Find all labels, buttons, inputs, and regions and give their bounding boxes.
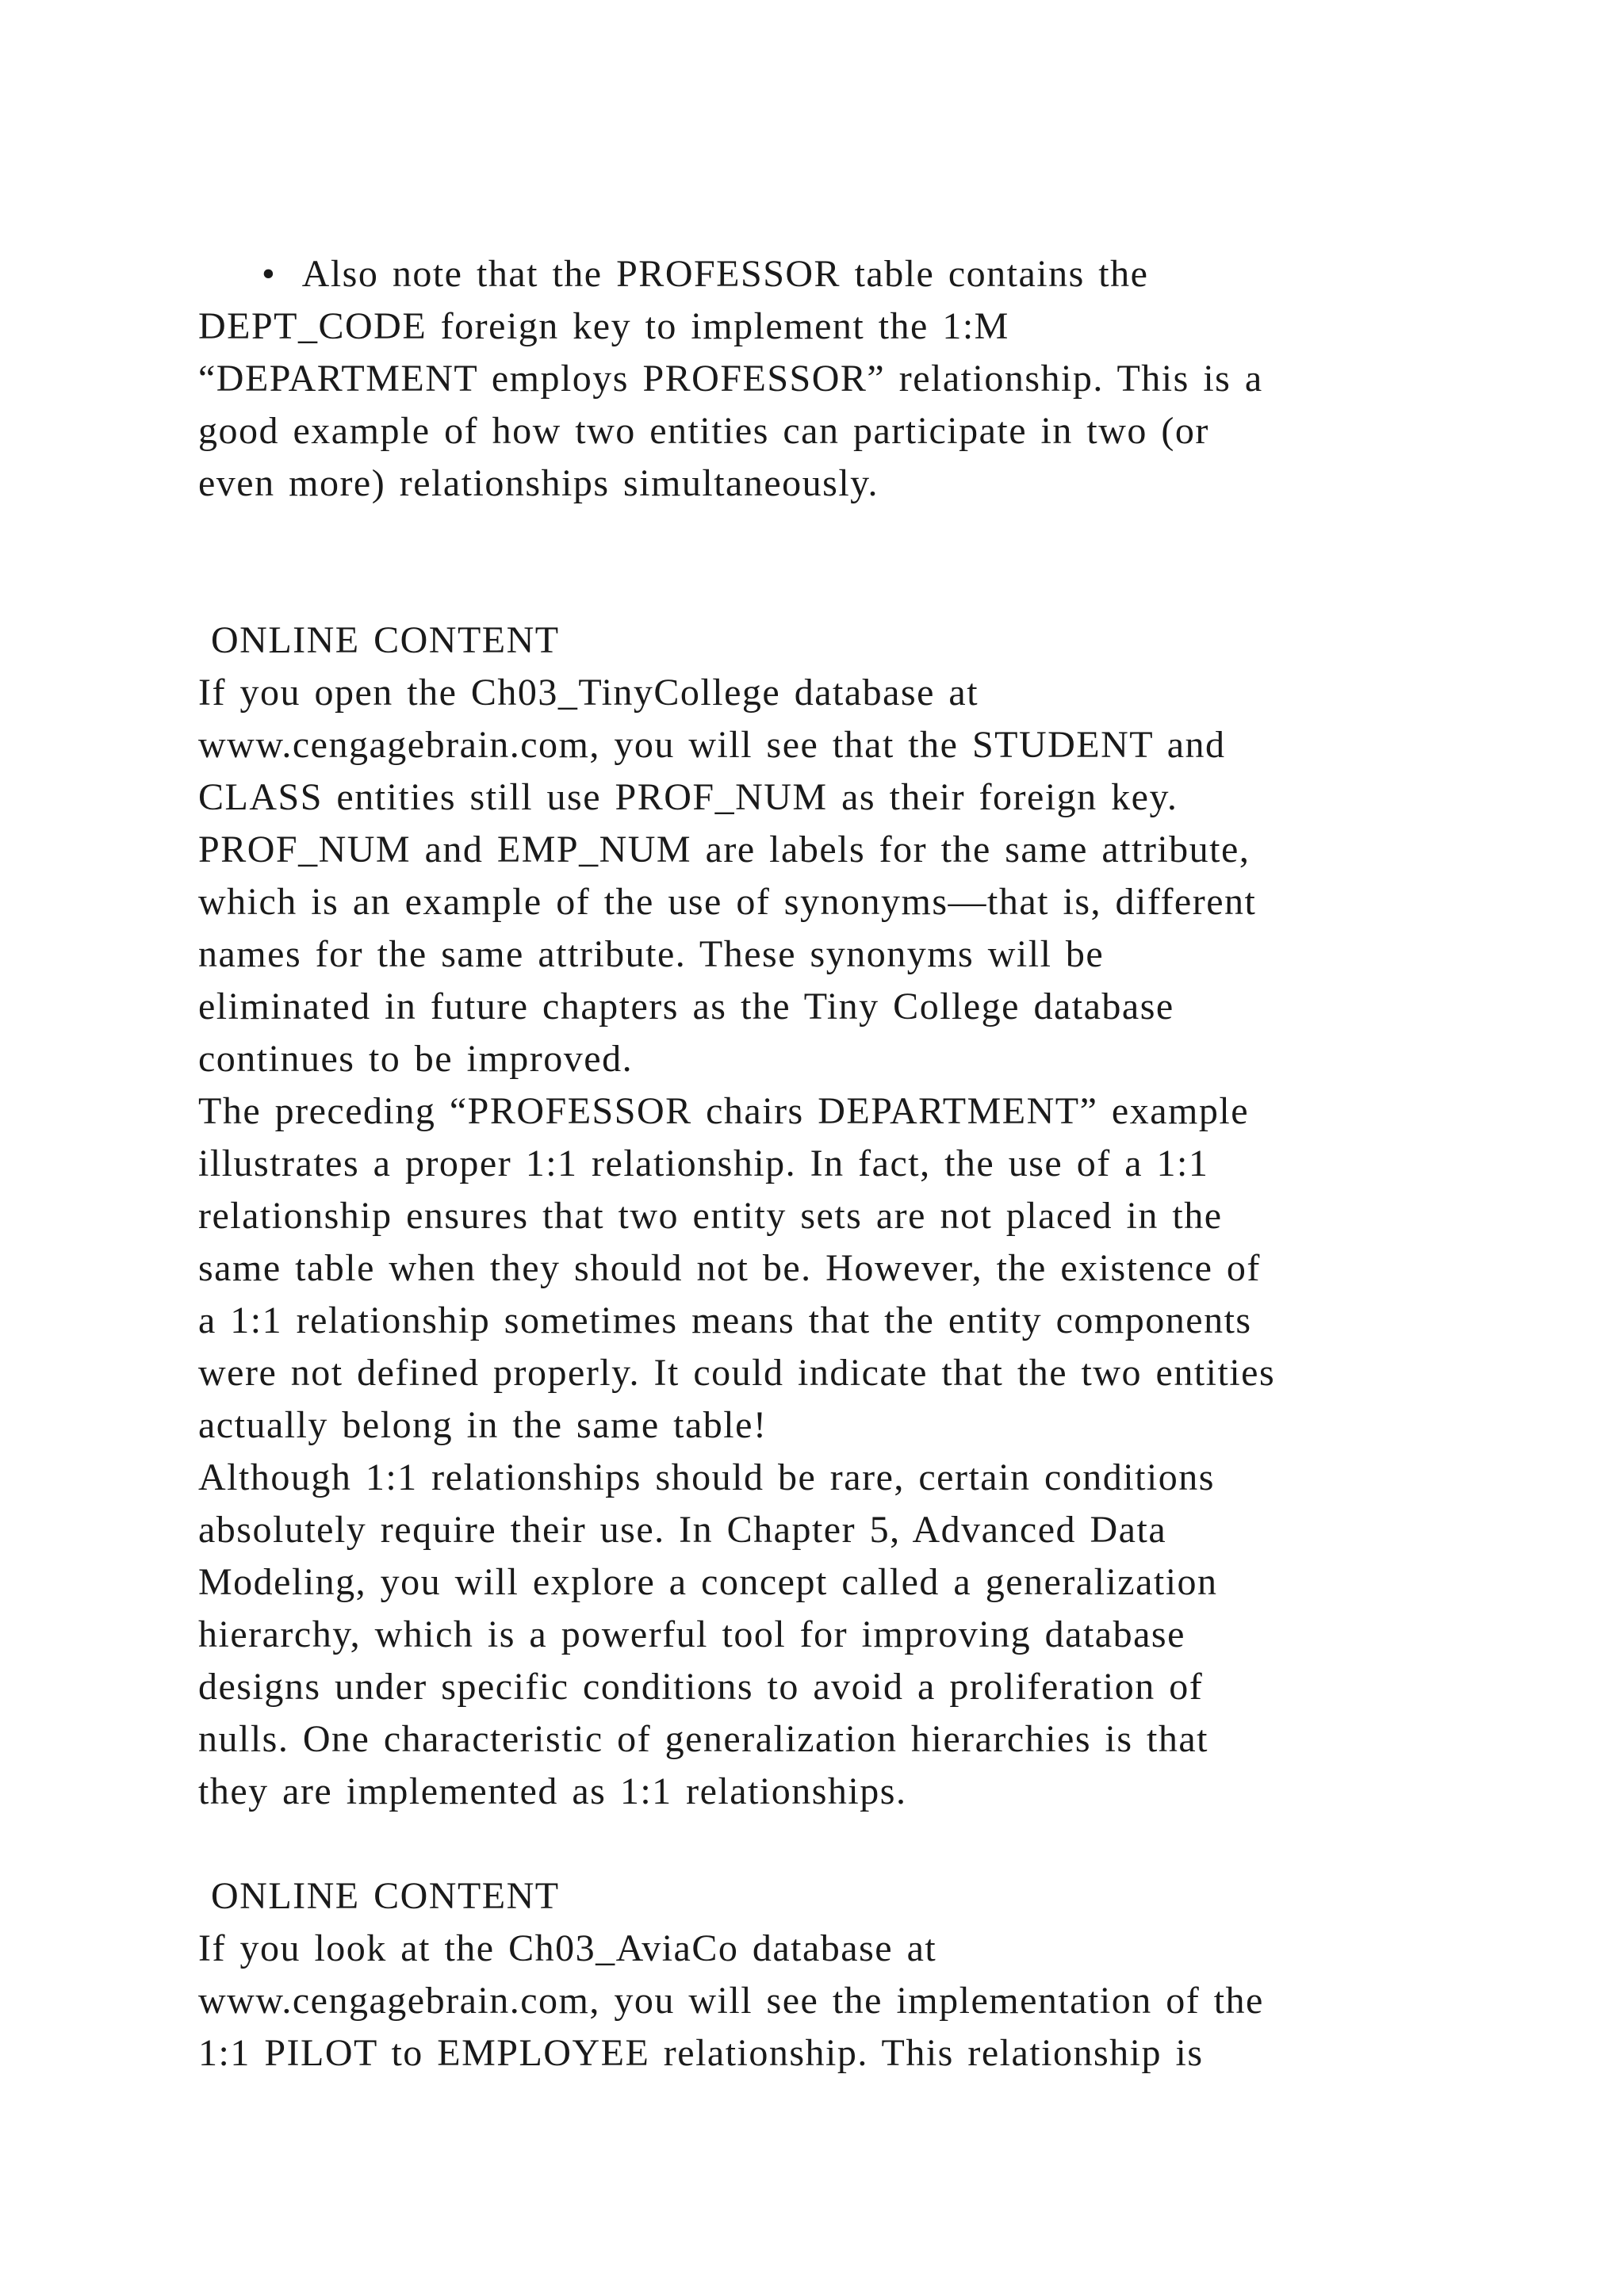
paragraph-line: which is an example of the use of synonyms—that is, different — [198, 881, 1257, 923]
paragraph-line: Modeling, you will explore a concept called a generalization — [198, 1561, 1218, 1603]
paragraph-line: eliminated in future chapters as the Tiny College database — [198, 985, 1174, 1027]
bullet-paragraph — [198, 248, 1467, 510]
paragraph-line: same table when they should not be. However, the existence of — [198, 1247, 1261, 1289]
paragraph-line: names for the same attribute. These synonyms will be — [198, 933, 1105, 975]
paragraph-line: “DEPARTMENT employs PROFESSOR” relationship. This is a — [198, 358, 1263, 400]
bullet-line-1 — [198, 248, 1467, 300]
paragraph-line: were not defined properly. It could indicate that the two entities — [198, 1352, 1276, 1394]
paragraph-line: continues to be improved. — [198, 1038, 634, 1080]
online-content-box-2 — [198, 1870, 1467, 2080]
paragraph-line: www.cengagebrain.com, you will see the implementation of the — [198, 1980, 1264, 2022]
online-content-heading: ONLINE CONTENT — [211, 619, 560, 661]
paragraph-line: good example of how two entities can participate in two (or — [198, 410, 1209, 452]
paragraph-line: Although 1:1 relationships should be rare, certain conditions — [198, 1456, 1215, 1498]
online-content-box-1 — [198, 614, 1467, 1085]
paragraph-line: actually belong in the same table! — [198, 1404, 768, 1446]
paragraph-line: nulls. One characteristic of generalization hierarchies is that — [198, 1718, 1209, 1760]
paragraph-line: a 1:1 relationship sometimes means that the entity components — [198, 1299, 1252, 1341]
paragraph-line: illustrates a proper 1:1 relationship. In fact, the use of a 1:1 — [198, 1142, 1209, 1184]
online-content-heading: ONLINE CONTENT — [211, 1875, 560, 1917]
paragraph-line: DEPT_CODE foreign key to implement the 1:M — [198, 305, 1009, 347]
paragraph-line: PROF_NUM and EMP_NUM are labels for the same attribute, — [198, 828, 1251, 871]
paragraph-line: they are implemented as 1:1 relationships. — [198, 1770, 907, 1812]
paragraph-line: absolutely require their use. In Chapter 5, Advanced Data — [198, 1509, 1167, 1551]
paragraph-line: even more) relationships simultaneously. — [198, 462, 879, 504]
paragraph-line: If you look at the Ch03_AviaCo database at — [198, 1927, 937, 1969]
paragraph-although — [198, 1452, 1467, 1818]
paragraph-line: relationship ensures that two entity sets are not placed in the — [198, 1195, 1223, 1237]
bullet-line-text: Also note that the PROFESSOR table contains the — [276, 253, 1149, 295]
paragraph-line: hierarchy, which is a powerful tool for improving database — [198, 1613, 1185, 1655]
paragraph-line: 1:1 PILOT to EMPLOYEE relationship. This relationship is — [198, 2032, 1204, 2074]
paragraph-line: www.cengagebrain.com, you will see that the STUDENT and — [198, 724, 1226, 766]
paragraph-line: designs under specific conditions to avoid a proliferation of — [198, 1666, 1204, 1708]
paragraph-line: The preceding “PROFESSOR chairs DEPARTMENT” example — [198, 1090, 1249, 1132]
paragraph-line: CLASS entities still use PROF_NUM as their foreign key. — [198, 776, 1178, 818]
paragraph-line: If you open the Ch03_TinyCollege database at — [198, 672, 979, 714]
bullet-symbol: • — [262, 253, 277, 295]
paragraph-proper-relationship — [198, 1085, 1467, 1452]
